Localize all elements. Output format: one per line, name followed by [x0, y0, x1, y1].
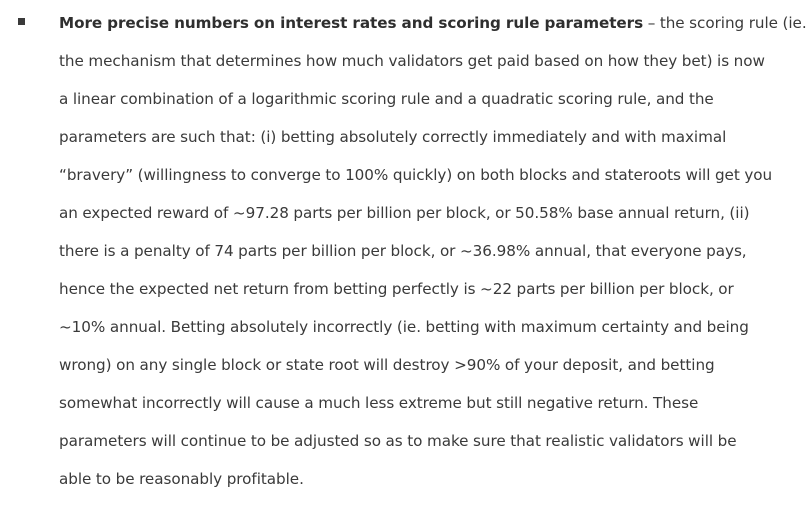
paragraph-line-12: parameters will continue to be adjusted so as to make sure that realistic validators will be [59, 432, 737, 450]
paragraph-line-1 [59, 4, 807, 42]
paragraph-line-7: there is a penalty of 74 parts per billion per block, or ~36.98% annual, that everyone pays, [59, 242, 747, 260]
bullet-paragraph [59, 4, 807, 498]
paragraph-line-8: hence the expected net return from betting perfectly is ~22 parts per billion per block, or [59, 280, 734, 298]
paragraph-line-3: a linear combination of a logarithmic scoring rule and a quadratic scoring rule, and the [59, 90, 714, 108]
paragraph-line-5: “bravery” (willingness to converge to 100% quickly) on both blocks and stateroots will get you [59, 166, 773, 184]
paragraph-line-9: ~10% annual. Betting absolutely incorrectly (ie. betting with maximum certainty and being [59, 318, 749, 336]
paragraph-line-6: an expected reward of ~97.28 parts per billion per block, or 50.58% base annual return, (ii) [59, 204, 750, 222]
paragraph-line-4: parameters are such that: (i) betting absolutely correctly immediately and with maximal [59, 128, 727, 146]
paragraph-line-11: somewhat incorrectly will cause a much less extreme but still negative return. These [59, 394, 699, 412]
lead-heading: More precise numbers on interest rates and scoring rule parameters [59, 14, 644, 32]
paragraph-line-10: wrong) on any single block or state root will destroy >90% of your deposit, and betting [59, 356, 715, 374]
paragraph-line-13: able to be reasonably profitable. [59, 470, 304, 488]
paragraph-line-1-text: – the scoring rule (ie. [643, 14, 807, 32]
bullet-square-icon [18, 18, 25, 25]
paragraph-line-2: the mechanism that determines how much validators get paid based on how they bet) is now [59, 52, 765, 70]
